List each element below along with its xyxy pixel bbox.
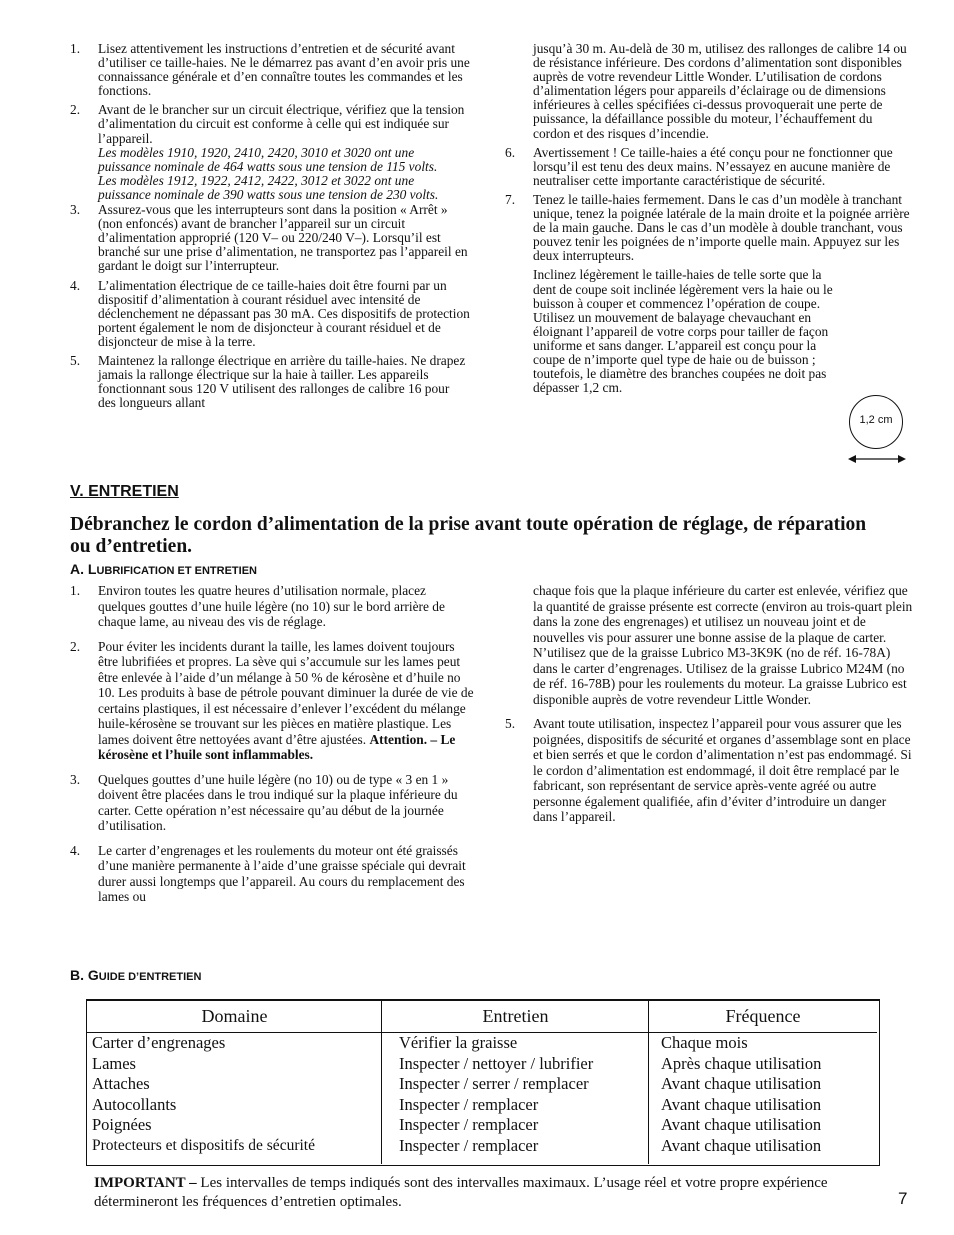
subsection-lubrification: A. LUBRIFICATION ET ENTRETIEN <box>70 561 257 577</box>
table-header-row <box>87 1001 877 1033</box>
table-cell: Vérifier la graisse <box>399 1033 518 1052</box>
subsection-guide: B. GUIDE D’ENTRETIEN <box>70 967 202 983</box>
table-cell: Inspecter / remplacer <box>399 1135 539 1155</box>
table-cell: Inspecter / serrer / remplacer <box>399 1074 589 1093</box>
table-cell: Attaches <box>92 1074 150 1093</box>
table-cell: Après chaque utilisation <box>661 1053 822 1073</box>
branch-diameter-diagram <box>846 395 908 467</box>
list-item: 2. Avant de le brancher sur un circuit électrique, vérifiez que la tension d’alimentation du circuit est conforme à celle qui est indiquée sur l’appareil. Les modèles 1910, 1920, 2410, 2420, 3010 et 3020 ont une puissance nominale de 464 watts sous une tension de 115 volts. Les modèles 1912, 1922, 2412, 2422, 3012 et 3022 ont une puissance nominale de 390 watts sous une tension de 230 volts. <box>70 102 465 202</box>
list-item: 6. Avertissement ! Ce taille-haies a été conçu pour ne fonctionner que lorsqu’il est tenu des deux mains. N’essayez en aucune manière de neutraliser cette importante caractéristique de sécurité. <box>505 144 893 188</box>
page-number: 7 <box>898 1189 908 1208</box>
list-item: 5. Maintenez la rallonge électrique en arrière du taille-haies. Ne drapez jamais la rallonge électrique sur la haie à tailler. Les appareils fonctionnant sous 120 V utilisent des rallonges de calibre 16 pour des longueurs allant <box>70 352 466 411</box>
maintenance-table <box>87 1001 877 1156</box>
list-item: 4. Le carter d’engrenages et les roulements du moteur ont été graissés d’une manière permanente à l’aide d’une graisse spéciale qui devrait durer aussi longtemps que l’appareil. Au cours du remplacement des lames ou <box>70 842 466 904</box>
table-row <box>87 1054 877 1075</box>
table-cell: Poignées <box>92 1115 152 1134</box>
cutting-paragraph: Inclinez légèrement le taille-haies de telle sorte que la dent de coupe soit inclinée légèrement vers la haie ou le buisson à couper et commencez l’opération de coupe. Utilisez un mouvement de balayage chevauchant en éloignant l’appareil de votre corps pour tailler de façon uniforme et sans danger. L’appareil est conçu pour la coupe de n’importe quel type de haie ou de buisson ; toutefois, le diamètre des branches coupées ne doit pas dépasser 1,2 cm. <box>533 267 833 396</box>
table-row <box>87 1115 877 1136</box>
table-cell: Inspecter / remplacer <box>399 1094 539 1114</box>
table-cell: Carter d’engrenages <box>92 1033 226 1052</box>
table-cell: Inspecter / nettoyer / lubrifier <box>399 1053 594 1073</box>
disconnect-warning: Débranchez le cordon d’alimentation de la prise avant toute opération de réglage, de réparation ou d’entretien. <box>70 514 867 557</box>
table-cell: Chaque mois <box>661 1033 748 1052</box>
column-header: Fréquence <box>649 1001 877 1033</box>
table-row <box>87 1033 877 1054</box>
section-title: V. ENTRETIEN <box>70 483 179 500</box>
list-item: 1. Lisez attentivement les instructions d’entretien et de sécurité avant d’utiliser ce taille-haies. Ne le démarrez pas avant d’en avoir pris une connaissance générale et d’en connaître toutes les commandes et les fonctions. <box>70 41 470 99</box>
voltage-note-115: Les modèles 1910, 1920, 2410, 2420, 3010 et 3020 ont une puissance nominale de 464 watts sous une tension de 115 volts. <box>98 144 438 174</box>
lubrication-list-right <box>505 583 913 825</box>
table-cell: Autocollants <box>92 1094 177 1114</box>
list-item: 7. Tenez le taille-haies fermement. Dans le cas d’un modèle à tranchant unique, tenez la poignée latérale de la main droite et la poignée arrière de la main gauche. Dans le cas d’un modèle à double tranchant, vous pouvez tenir les poignées de n’importe quelle main. Appuyez sur les deux interrupteurs. <box>505 191 910 264</box>
list-item: 4. L’alimentation électrique de ce taille-haies doit être fourni par un dispositif d’alimentation à courant résiduel avec intensité de déclenchement ne dépassant pas 30 mA. Ces dispositifs de protection portent également le nom de disjoncteur à courant résiduel et de disjoncteur de mise à la terre. <box>70 277 470 349</box>
important-label: IMPORTANT – <box>94 1175 197 1191</box>
column-header: Domaine <box>87 1001 382 1033</box>
list-item: 5. Avant toute utilisation, inspectez l’appareil pour vous assurer que les poignées, dispositifs de sécurité et organes d’assemblage sont en place et bien serrés et que le cordon d’alimentation n’est pas endommagé. Si le cordon d’alimentation est endommagé, il doit être remplacé par le fabricant, son représentant de service après-vente agréé ou autre personne également qualifiée, afin d’éviter d’introduire un danger dans l’appareil. <box>505 716 912 824</box>
flammable-warning: Attention. – Le kérosène et l’huile sont inflammables. <box>98 731 456 762</box>
continued-paragraph: jusqu’à 30 m. Au-delà de 30 m, utilisez des rallonges de calibre 14 ou de résistance inférieure. Des cordons d’alimentation sont disponibles auprès de votre revendeur Little Wonder. L’utilisation de cordons d’alimentation légers pour appareils d’éclairage ou de dimensions inférieures à celles spécifiées ci-dessus provoquerait une perte de puissance, la défaillance possible du moteur, l’échauffement du cordon et des risques d’incendie. <box>533 41 907 141</box>
table-cell: Avant chaque utilisation <box>661 1094 822 1114</box>
voltage-note-230: Les modèles 1912, 1922, 2412, 2422, 3012 et 3022 ont une puissance nominale de 390 watts sous une tension de 230 volts. <box>98 172 439 202</box>
column-header: Entretien <box>382 1001 649 1033</box>
lubrication-list-left <box>70 583 475 905</box>
list-item: 1. Environ toutes les quatre heures d’utilisation normale, placez quelques gouttes d’une huile légère (no 10) sur le bord arrière de chaque lame, au niveau des vis de réglage. <box>70 583 445 629</box>
table-cell: Avant chaque utilisation <box>661 1115 822 1134</box>
table-cell: Lames <box>92 1053 136 1073</box>
table-cell: Avant chaque utilisation <box>661 1135 822 1155</box>
diameter-label: 1,2 cm <box>859 414 893 426</box>
double-arrow-icon <box>846 453 908 465</box>
table-cell: Protecteurs et dispositifs de sécurité <box>92 1136 315 1154</box>
safety-list-right <box>505 42 910 395</box>
important-note: IMPORTANT – Les intervalles de temps indiqués sont des intervalles maximaux. L’usage réel et votre propre expérience détermineront les fréquences d’entretien optimales. <box>94 1175 828 1210</box>
table-cell: Inspecter / remplacer <box>399 1115 539 1134</box>
table-row <box>87 1074 877 1095</box>
continued-paragraph: chaque fois que la plaque inférieure du carter est enlevée, vérifiez que la quantité de graisse présente est correcte (environ au trois-quart plein dans la zone des engrenages) et utilisez un nouveau joint et de nouvelles vis pour assurer une bonne assise de la plaque de carter. N’utilisez que de la graisse Lubrico M3-3K9K (no de réf. 16-78A) dans le carter d’engrenages. Utilisez de la graisse Lubrico M24M (no de réf. 16-78B) pour les roulements du moteur. La graisse Lubrico est disponible auprès de votre revendeur Little Wonder. <box>533 583 913 707</box>
list-item: 3. Assurez-vous que les interrupteurs sont dans la position « Arrêt » (non enfoncés) avant de brancher l’appareil sur un circuit d’alimentation approprié (120 V– ou 220/240 V–). Lorsqu’il est branché sur une prise d’alimentation, ne transportez pas l’appareil en gardant le doigt sur l’interrupteur. <box>70 202 468 274</box>
table-cell: Avant chaque utilisation <box>661 1074 822 1093</box>
safety-list-left <box>70 42 470 410</box>
list-item: 3. Quelques gouttes d’une huile légère (no 10) ou de type « 3 en 1 » doivent être placées dans le trou indiqué sur la plaque inférieure du carter. Cette opération n’est nécessaire qu’au début de la journée d’utilisation. <box>70 771 458 833</box>
list-item: 2. Pour éviter les incidents durant la taille, les lames doivent toujours être lubrifiées et propres. La sève qui s’accumule sur les lames peut être enlevée à l’aide d’un mélange à 50 % de kérosène et d’huile no 10. Les produits à base de pétrole pouvant diminuer la durée de vie de certains plastiques, il est nécessaire d’enlever l’excédent du mélange huile-kérosène se trouvant sur les pièces en matière plastique. Les lames doivent être nettoyées avant d’être ajustées. Attention. – Le kérosène et l’huile sont inflammables. <box>70 638 474 762</box>
table-row <box>87 1095 877 1116</box>
table-row <box>87 1136 877 1157</box>
